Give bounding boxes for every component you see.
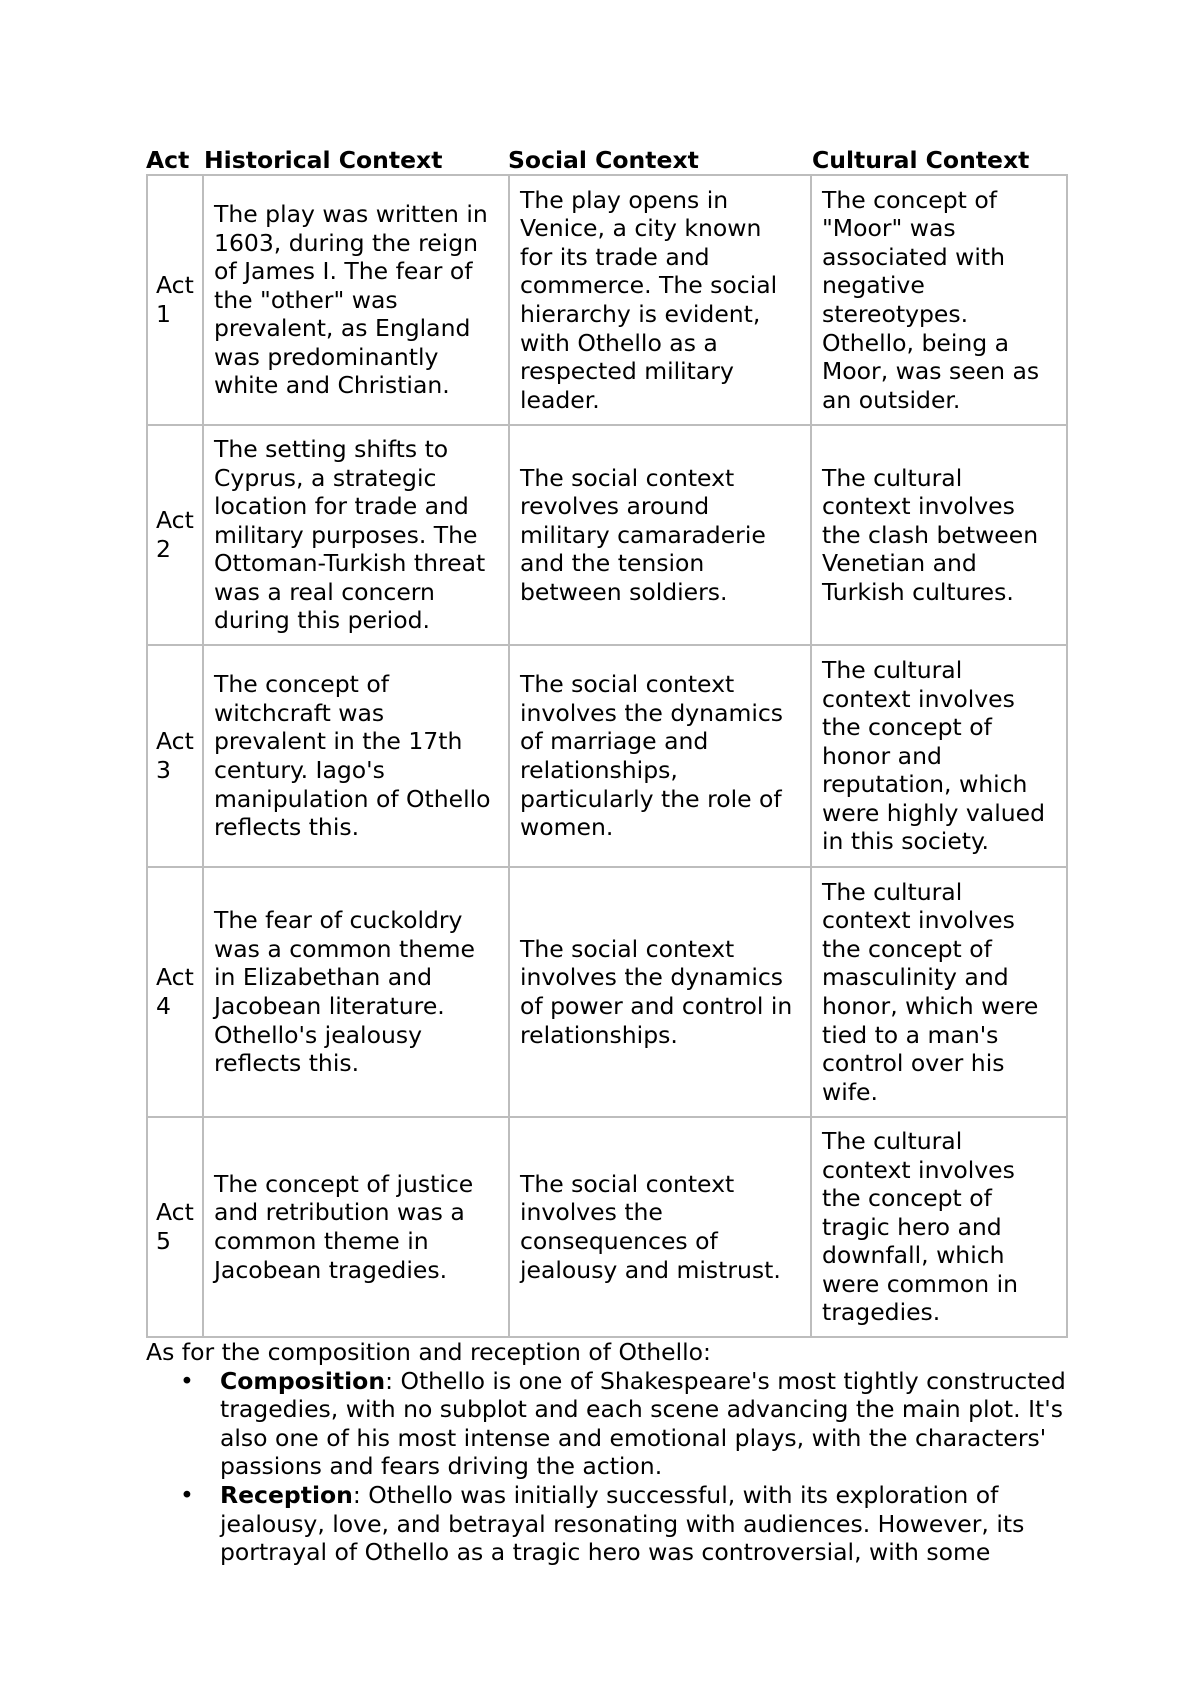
historical-cell: The concept of justice and retribution was a common theme in Jacobean tragedies. (203, 1117, 509, 1337)
cultural-cell: The concept of "Moor" was associated with negative stereotypes. Othello, being a Moor, was seen as an outsider. (811, 175, 1067, 425)
bullet-icon: • (180, 1480, 194, 1509)
bullet-icon: • (180, 1366, 194, 1395)
act-cell: Act 5 (147, 1117, 203, 1337)
social-cell: The social context revolves around military camaraderie and the tension between soldiers. (509, 425, 811, 645)
header-cultural-context: Cultural Context (812, 146, 1030, 174)
header-historical-context: Historical Context (204, 146, 443, 174)
cultural-cell: The cultural context involves the concept of tragic hero and downfall, which were common in tragedies. (811, 1117, 1067, 1337)
list-item (180, 1366, 1086, 1481)
social-cell: The play opens in Venice, a city known for its trade and commerce. The social hierarchy is evident, with Othello as a respected military leader. (509, 175, 811, 425)
act-cell: Act 1 (147, 175, 203, 425)
header-act: Act (146, 146, 190, 174)
historical-cell: The fear of cuckoldry was a common theme in Elizabethan and Jacobean literature. Othello's jealousy reflects this. (203, 867, 509, 1117)
table-row (147, 425, 1067, 645)
list-item-text: : Othello was initially successful, with its exploration of jealousy, love, and betrayal resonating with audiences. However, its portrayal of Othello as a tragic hero was controversial, with some (220, 1480, 1025, 1567)
historical-cell: The play was written in 1603, during the reign of James I. The fear of the "other" was prevalent, as England was predominantly white and Christian. (203, 175, 509, 425)
social-cell: The social context involves the consequences of jealousy and mistrust. (509, 1117, 811, 1337)
historical-cell: The setting shifts to Cyprus, a strategic location for trade and military purposes. The Ottoman-Turkish threat was a real concern during this period. (203, 425, 509, 645)
cultural-cell: The cultural context involves the concept of masculinity and honor, which were tied to a man's control over his wife. (811, 867, 1067, 1117)
composition-reception-section (146, 1338, 1086, 1567)
table-header-row (146, 144, 1066, 176)
bullet-list (146, 1367, 1086, 1567)
cultural-cell: The cultural context involves the clash between Venetian and Turkish cultures. (811, 425, 1067, 645)
context-table (146, 174, 1068, 1338)
table-row (147, 1117, 1067, 1337)
social-cell: The social context involves the dynamics of power and control in relationships. (509, 867, 811, 1117)
intro-paragraph: As for the composition and reception of Othello: (146, 1338, 711, 1366)
list-item-term: Reception (220, 1480, 353, 1509)
list-item (180, 1480, 1086, 1567)
act-cell: Act 4 (147, 867, 203, 1117)
table-row (147, 175, 1067, 425)
act-cell: Act 2 (147, 425, 203, 645)
historical-cell: The concept of witchcraft was prevalent in the 17th century. Iago's manipulation of Othello reflects this. (203, 645, 509, 867)
social-cell: The social context involves the dynamics of marriage and relationships, particularly the role of women. (509, 645, 811, 867)
cultural-cell: The cultural context involves the concept of honor and reputation, which were highly valued in this society. (811, 645, 1067, 867)
act-cell: Act 3 (147, 645, 203, 867)
table-row (147, 645, 1067, 867)
list-item-term: Composition (220, 1366, 386, 1395)
list-item-text: : Othello is one of Shakespeare's most tightly constructed tragedies, with no subplot and each scene advancing the main plot. It's also one of his most intense and emotional plays, with the characters' passions and fears driving the action. (220, 1366, 1066, 1481)
table-row (147, 867, 1067, 1117)
header-social-context: Social Context (508, 146, 699, 174)
